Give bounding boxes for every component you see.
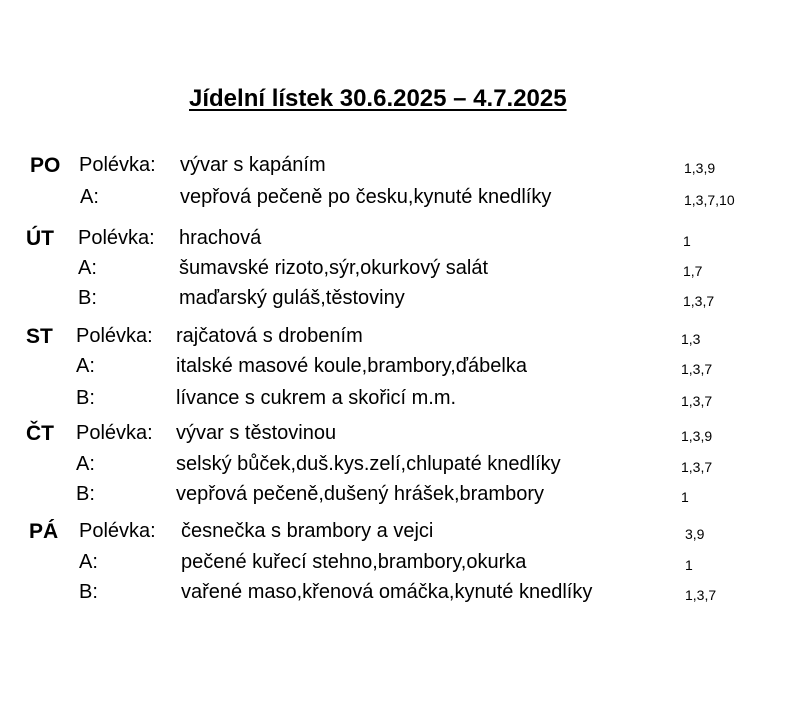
menu-row bbox=[0, 483, 790, 513]
row-label: A: bbox=[76, 453, 95, 475]
day-code: ČT bbox=[26, 422, 54, 445]
allergens: 1,3 bbox=[681, 331, 701, 347]
menu-row bbox=[0, 551, 790, 581]
menu-row bbox=[0, 257, 790, 287]
dish-name: italské masové koule,brambory,ďábelka bbox=[176, 355, 527, 377]
menu-row bbox=[0, 453, 790, 483]
dish-name: rajčatová s drobením bbox=[176, 325, 363, 347]
allergens: 1,3,7 bbox=[683, 293, 715, 309]
day-code: PO bbox=[30, 154, 61, 177]
row-label: Polévka: bbox=[79, 154, 156, 176]
row-label: A: bbox=[76, 355, 95, 377]
allergens: 1,3,7,10 bbox=[684, 192, 735, 208]
row-label: Polévka: bbox=[76, 422, 153, 444]
menu-row bbox=[0, 355, 790, 385]
menu-row bbox=[0, 287, 790, 317]
dish-name: vepřová pečeně po česku,kynuté knedlíky bbox=[180, 186, 552, 208]
dish-name: hrachová bbox=[179, 227, 262, 249]
row-label: B: bbox=[79, 581, 98, 603]
allergens: 1,3,9 bbox=[681, 428, 713, 444]
allergens: 3,9 bbox=[685, 526, 705, 542]
allergens: 1,3,7 bbox=[685, 587, 717, 603]
menu-row bbox=[0, 186, 790, 216]
row-label: A: bbox=[80, 186, 99, 208]
allergens: 1 bbox=[685, 557, 693, 573]
dish-name: pečené kuřecí stehno,brambory,okurka bbox=[181, 551, 527, 573]
day-code: ÚT bbox=[26, 227, 54, 250]
dish-name: lívance s cukrem a skořicí m.m. bbox=[176, 387, 457, 409]
dish-name: selský bůček,duš.kys.zelí,chlupaté knedlíky bbox=[176, 453, 561, 475]
row-label: B: bbox=[76, 483, 95, 505]
menu-row bbox=[0, 387, 790, 417]
menu-row bbox=[0, 227, 790, 257]
row-label: B: bbox=[76, 387, 95, 409]
menu-title: Jídelní lístek 30.6.2025 – 4.7.2025 bbox=[189, 85, 567, 112]
menu-row bbox=[0, 520, 790, 550]
allergens: 1 bbox=[683, 233, 691, 249]
allergens: 1 bbox=[681, 489, 689, 505]
menu-row bbox=[0, 154, 790, 184]
day-code: ST bbox=[26, 325, 53, 348]
allergens: 1,3,9 bbox=[684, 160, 716, 176]
menu-row bbox=[0, 325, 790, 355]
dish-name: maďarský guláš,těstoviny bbox=[179, 287, 405, 309]
allergens: 1,3,7 bbox=[681, 361, 713, 377]
dish-name: vývar s těstovinou bbox=[176, 422, 337, 444]
allergens: 1,3,7 bbox=[681, 393, 713, 409]
day-code: PÁ bbox=[29, 520, 59, 543]
dish-name: šumavské rizoto,sýr,okurkový salát bbox=[179, 257, 488, 279]
row-label: A: bbox=[78, 257, 97, 279]
row-label: A: bbox=[79, 551, 98, 573]
menu-row bbox=[0, 581, 790, 611]
row-label: Polévka: bbox=[76, 325, 153, 347]
allergens: 1,3,7 bbox=[681, 459, 713, 475]
dish-name: vařené maso,křenová omáčka,kynuté knedlíky bbox=[181, 581, 593, 603]
row-label: Polévka: bbox=[79, 520, 156, 542]
row-label: B: bbox=[78, 287, 97, 309]
dish-name: vývar s kapáním bbox=[180, 154, 326, 176]
row-label: Polévka: bbox=[78, 227, 155, 249]
dish-name: vepřová pečeně,dušený hrášek,brambory bbox=[176, 483, 544, 505]
dish-name: česnečka s brambory a vejci bbox=[181, 520, 434, 542]
allergens: 1,7 bbox=[683, 263, 703, 279]
menu-row bbox=[0, 422, 790, 452]
